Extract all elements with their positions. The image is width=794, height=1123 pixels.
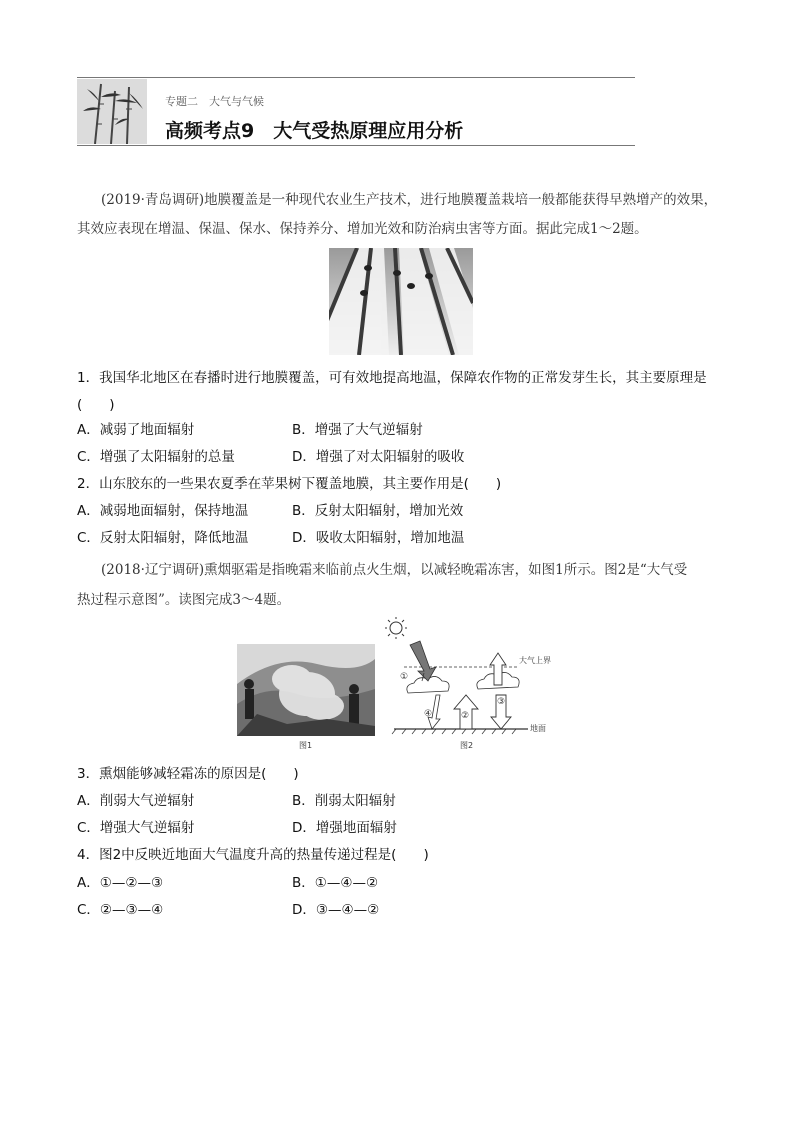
- label-n1: ①: [400, 672, 409, 682]
- q2-option-d: D．吸收太阳辐射，增加地温: [292, 530, 465, 546]
- smoke-frost-photo: [237, 644, 375, 736]
- q4-option-a: A．①—②—③: [77, 875, 164, 891]
- mulch-field-photo: [329, 248, 473, 355]
- q1-option-d: D．增强了对太阳辐射的吸收: [292, 449, 465, 465]
- header-rule-top: [77, 77, 635, 78]
- q4-option-b: B．①—④—②: [292, 875, 379, 891]
- label-n4: ④: [424, 709, 433, 719]
- label-n3: ③: [497, 697, 506, 707]
- q2-stem: 2．山东胶东的一些果农夏季在苹果树下覆盖地膜，其主要作用是( ): [77, 476, 502, 492]
- intro2-line1: (2018·辽宁调研)熏烟驱霜是指晚霜来临前点火生烟，以减轻晚霜冻害，如图1所示。图2是“大气受: [101, 562, 688, 578]
- q4-stem: 4．图2中反映近地面大气温度升高的热量传递过程是( ): [77, 847, 429, 863]
- q4-option-d: D．③—④—②: [292, 902, 380, 918]
- intro2-line2: 热过程示意图”。读图完成3～4题。: [77, 592, 291, 608]
- label-ground: 地面: [530, 724, 546, 733]
- q1-option-c: C．增强了太阳辐射的总量: [77, 449, 235, 465]
- q3-option-b: B．削弱太阳辐射: [292, 793, 396, 809]
- label-n2: ②: [461, 711, 470, 721]
- q4-option-c: C．②—③—④: [77, 902, 164, 918]
- q3-option-c: C．增强大气逆辐射: [77, 820, 195, 836]
- intro1-line2: 其效应表现在增温、保温、保水、保持养分、增加光效和防治病虫害等方面。据此完成1～2题。: [77, 221, 648, 237]
- q1-stem: 1．我国华北地区在春播时进行地膜覆盖，可有效地提高地温，保障农作物的正常发芽生长，其主要原理是: [77, 370, 707, 386]
- q2-option-b: B．反射太阳辐射，增加光效: [292, 503, 464, 519]
- q3-option-d: D．增强地面辐射: [292, 820, 397, 836]
- q1-option-a: A．减弱了地面辐射: [77, 422, 195, 438]
- section-subtitle: 专题二 大气与气候: [165, 95, 264, 108]
- header-rule-bottom: [77, 145, 635, 146]
- q3-option-a: A．削弱大气逆辐射: [77, 793, 195, 809]
- label-atmosphere-top: 大气上界: [519, 656, 551, 665]
- q1-paren: ( ): [77, 397, 115, 413]
- intro1-line1: (2019·青岛调研)地膜覆盖是一种现代农业生产技术，进行地膜覆盖栽培一般都能获得早熟增产的效果，: [101, 192, 718, 208]
- q1-option-b: B．增强了大气逆辐射: [292, 422, 423, 438]
- q3-stem: 3．熏烟能够减轻霜冻的原因是( ): [77, 766, 299, 782]
- q2-option-a: A．减弱地面辐射，保持地温: [77, 503, 249, 519]
- figure1-caption: 图1: [299, 741, 313, 750]
- atmospheric-heating-diagram: [382, 615, 554, 740]
- bamboo-decoration-image: [77, 79, 147, 144]
- q2-option-c: C．反射太阳辐射，降低地温: [77, 530, 249, 546]
- page-title: 高频考点9 大气受热原理应用分析: [165, 120, 464, 142]
- figure2-caption: 图2: [460, 741, 474, 750]
